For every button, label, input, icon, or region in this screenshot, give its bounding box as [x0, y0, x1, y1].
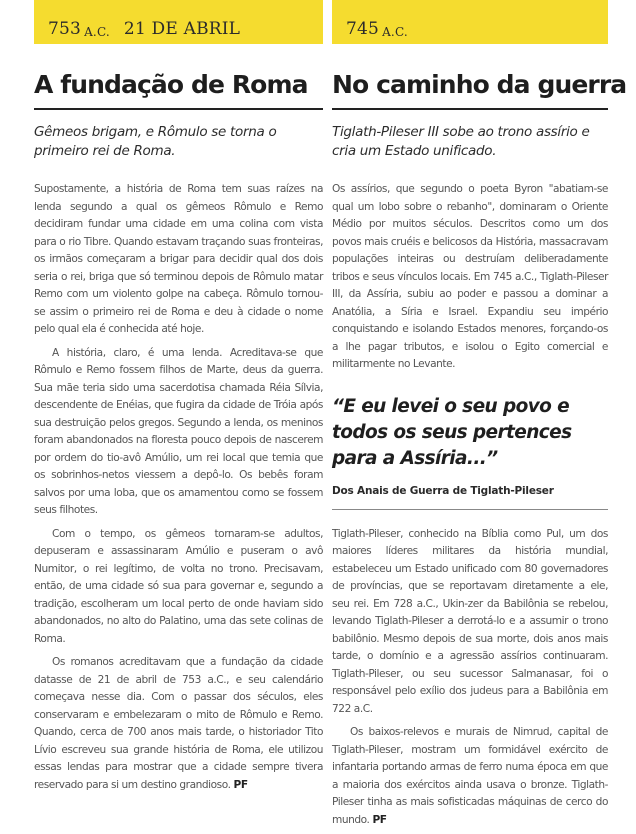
article-subtitle: Gêmeos brigam, e Rômulo se torna o primeiro rei de Roma.: [34, 124, 277, 159]
body-paragraph-text: Os romanos acreditavam que a fundação da cidade datasse de 21 de abril de 753 a.C., e seu calendário começava nesse dia. Com o passar dos séculos, eles conservaram e embelezaram o mito de Rômulo e Remo. Quando, cerca de 700 anos mais tarde, o historiador Tito Lívio escreveu sua grande história de Roma, ele utilizou essas lendas para mostrar que a cidade sempre tivera reservado para si um destino grandioso.: [34, 656, 323, 791]
article-title: A fundação de Roma: [34, 70, 308, 99]
body-paragraph: Tiglath-Pileser, conhecido na Bíblia como Pul, um dos maiores líderes militares da história mundial, estabeleceu um Estado unificado com 80 governadores de províncias, que se reportavam diretamente a ele, seu rei. Em 728 a.C., Ukin-zer da Babilônia se rebelou, levando Tiglath-Pileser a derrotá-lo e a assumir o trono babilônio. Mesmo depois de sua morte, dois anos mais tarde, o domínio e a agressão assírios continuaram. Tiglath-Pileser, ou seu sucessor Salmanasar, foi o responsável pelo exílio dos judeus para a Babilônia em 722 a.C.: [332, 527, 608, 715]
quote-divider: [332, 509, 608, 510]
date-banner-left: [34, 0, 323, 44]
title-divider: [332, 108, 608, 110]
quote-source: Dos Anais de Guerra de Tiglath-Pileser: [332, 484, 554, 497]
article-foundation-of-rome: [34, 0, 323, 794]
year-label: 745: [346, 19, 380, 39]
body-paragraph-text: Os baixos-relevos e murais de Nimrud, capital de Tiglath-Pileser, mostram um formidável exército de infantaria portando armas de ferro numa época em que a maioria dos exércitos ainda usava o bronze. Tiglath-Pileser tinha as mais sofisticadas máquinas de cerco do mundo.: [332, 726, 608, 826]
article-body-top: [332, 181, 608, 374]
body-paragraph: A história, claro, é uma lenda. Acreditava-se que Rômulo e Remo fossem filhos de Marte, deus da guerra. Sua mãe teria sido uma sacerdotisa chamada Réia Sílvia, descendente de Enéias, que fugira da cidade de Tróia após sua destruição pelos gregos. Segundo a lenda, os meninos foram abandonados na floresta pouco depois de nascerem por ordem do tio-avô Amúlio, um rei local que temia que os sobrinhos-netos viessem a depô-lo. Os bebês foram salvos por uma loba, que os amamentou como se fossem seus filhotes.: [34, 346, 323, 516]
date-label: 21 DE ABRIL: [123, 19, 241, 39]
author-signature: PF: [233, 778, 248, 791]
date-banner-right: [332, 0, 608, 44]
era-label: A.C.: [84, 25, 110, 39]
author-signature: PF: [372, 813, 387, 826]
article-body-bottom: [332, 526, 608, 830]
pull-quote: “E eu levei o seu povo e todos os seus pertences para a Assíria...”: [332, 395, 572, 469]
year-label: 753: [48, 19, 82, 39]
body-paragraph: Com o tempo, os gêmeos tornaram-se adultos, depuseram e assassinaram Amúlio e puseram o avô Numitor, o rei legítimo, de volta no trono. Precisavam, então, de uma cidade só sua para governar e, segundo a tradição, escolheram um local perto de onde haviam sido abandonados, no alto do Palatino, uma das sete colinas de Roma.: [34, 527, 323, 645]
body-paragraph: [34, 654, 323, 794]
era-label: A.C.: [382, 25, 408, 39]
article-subtitle: Tiglath-Pileser III sobe ao trono assírio e cria um Estado unificado.: [332, 124, 590, 159]
article-body: [34, 181, 323, 794]
body-paragraph: Os assírios, que segundo o poeta Byron "abatiam-se qual um lobo sobre o rebanho", dominaram o Oriente Médio por muitos séculos. Descritos como um dos povos mais cruéis e belicosos da História, massacravam populações inteiras ou destruíam deliberadamente tribos e seus vínculos locais. Em 745 a.C., Tiglath-Pileser III, da Assíria, subiu ao poder e passou a dominar a Anatólia, a Síria e Israel. Expandiu seu império conquistando e isolando Estados menores, forçando-os a lhe pagar tributos, e isolou o Egito comercial e militarmente no Levante.: [332, 183, 608, 370]
article-road-to-war: [332, 0, 627, 829]
body-paragraph: Supostamente, a história de Roma tem suas raízes na lenda segundo a qual os gêmeos Rômulo e Remo decidiram fundar uma cidade em uma colina com vista para o rio Tibre. Quando estavam traçando suas fronteiras, os irmãos começaram a brigar para decidir qual dos dois seria o rei, briga que só terminou depois de Rômulo matar Remo com um violento golpe na cabeça. Rômulo tornou-se assim o primeiro rei de Roma e deu à cidade o nome pelo qual ela é conhecida até hoje.: [34, 183, 323, 335]
article-title: No caminho da guerra: [332, 70, 627, 99]
title-divider: [34, 108, 323, 110]
body-paragraph: [332, 724, 608, 829]
